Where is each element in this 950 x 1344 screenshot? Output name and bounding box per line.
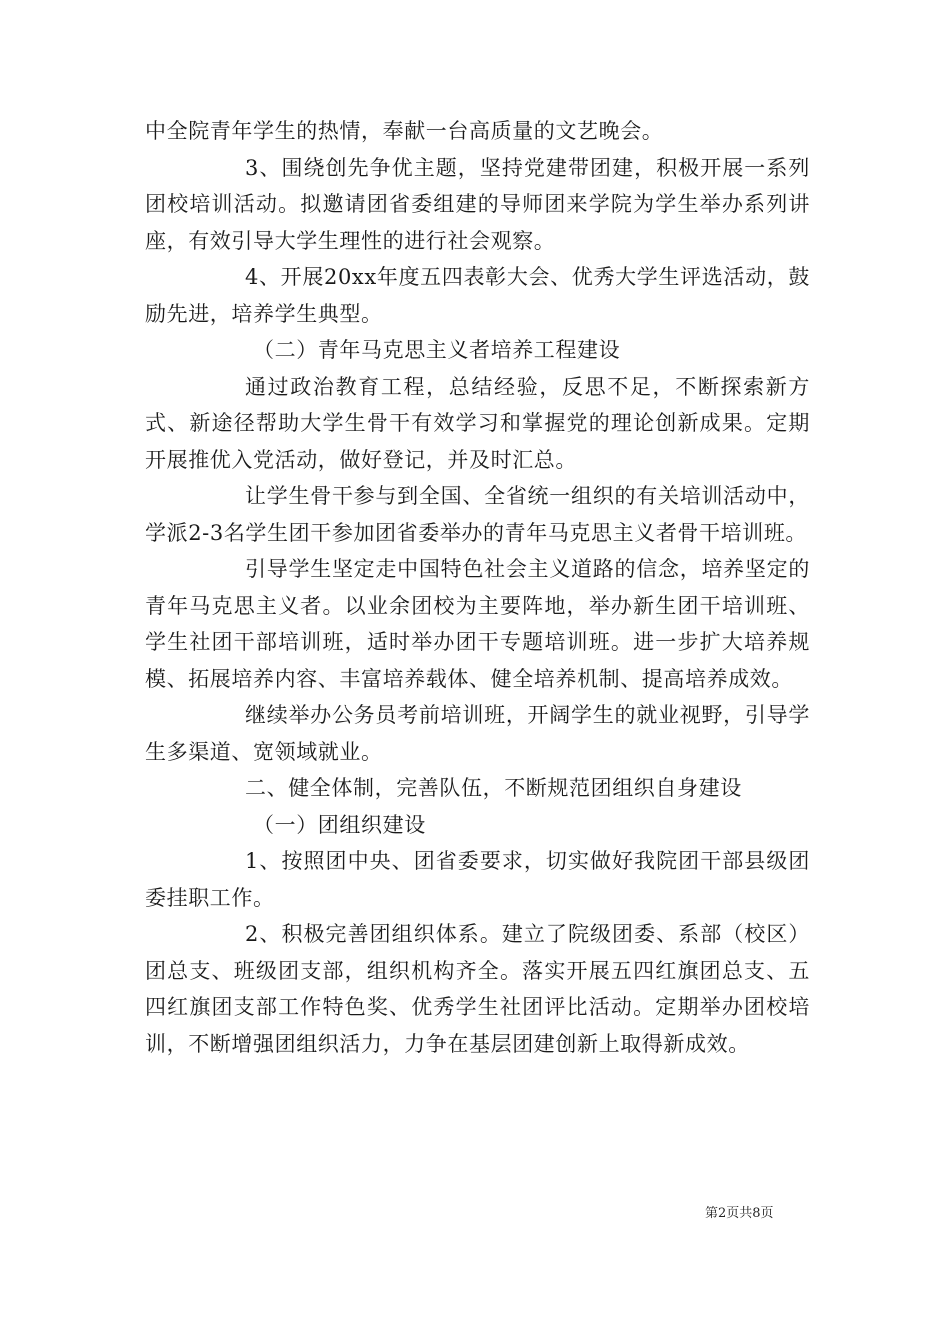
paragraph-12: 2、积极完善团组织体系。建立了院级团委、系部（校区）团总支、班级团支部，组织机构齐全。落实开展五四红旗团总支、五四红旗团支部工作特色奖、优秀学生社团评比活动。定期举办团校培训，不断增强团组织活力，力争在基层团建创新上取得新成效。: [145, 922, 810, 1056]
section-heading-system: 二、健全体制，完善队伍，不断规范团组织自身建设: [245, 776, 742, 800]
paragraph-11: 1、按照团中央、团省委要求，切实做好我院团干部县级团委挂职工作。: [145, 849, 810, 910]
section-heading-organization: （一）团组织建设: [253, 812, 426, 837]
document-body: [145, 113, 810, 1062]
paragraph-3: 4、开展20xx年度五四表彰大会、优秀大学生评选活动，鼓励先进，培养学生典型。: [145, 265, 810, 326]
paragraph-7: 引导学生坚定走中国特色社会主义道路的信念，培养坚定的青年马克思主义者。以业余团校为主要阵地，举办新生团干培训班、学生社团干部培训班，适时举办团干专题培训班。进一步扩大培养规模、拓展培养内容、丰富培养载体、健全培养机制、提高培养成效。: [145, 557, 810, 691]
paragraph-8: 继续举办公务员考前培训班，开阔学生的就业视野，引导学生多渠道、宽领域就业。: [145, 703, 810, 764]
paragraph-2: 3、围绕创先争优主题，坚持党建带团建，积极开展一系列团校培训活动。拟邀请团省委组建的导师团来学院为学生举办系列讲座，有效引导大学生理性的进行社会观察。: [145, 155, 810, 253]
page-number-footer: 第2页共8页: [705, 1206, 774, 1221]
section-heading-youth-marxist: （二）青年马克思主义者培养工程建设: [253, 338, 621, 362]
paragraph-6: 让学生骨干参与到全国、全省统一组织的有关培训活动中，学派2-3名学生团干参加团省委举办的青年马克思主义者骨干培训班。: [145, 484, 810, 545]
paragraph-5: 通过政治教育工程，总结经验，反思不足，不断探索新方式、新途径帮助大学生骨干有效学习和掌握党的理论创新成果。定期开展推优入党活动，做好登记，并及时汇总。: [145, 374, 810, 472]
paragraph-1: 中全院青年学生的热情，奉献一台高质量的文艺晚会。: [145, 119, 664, 143]
